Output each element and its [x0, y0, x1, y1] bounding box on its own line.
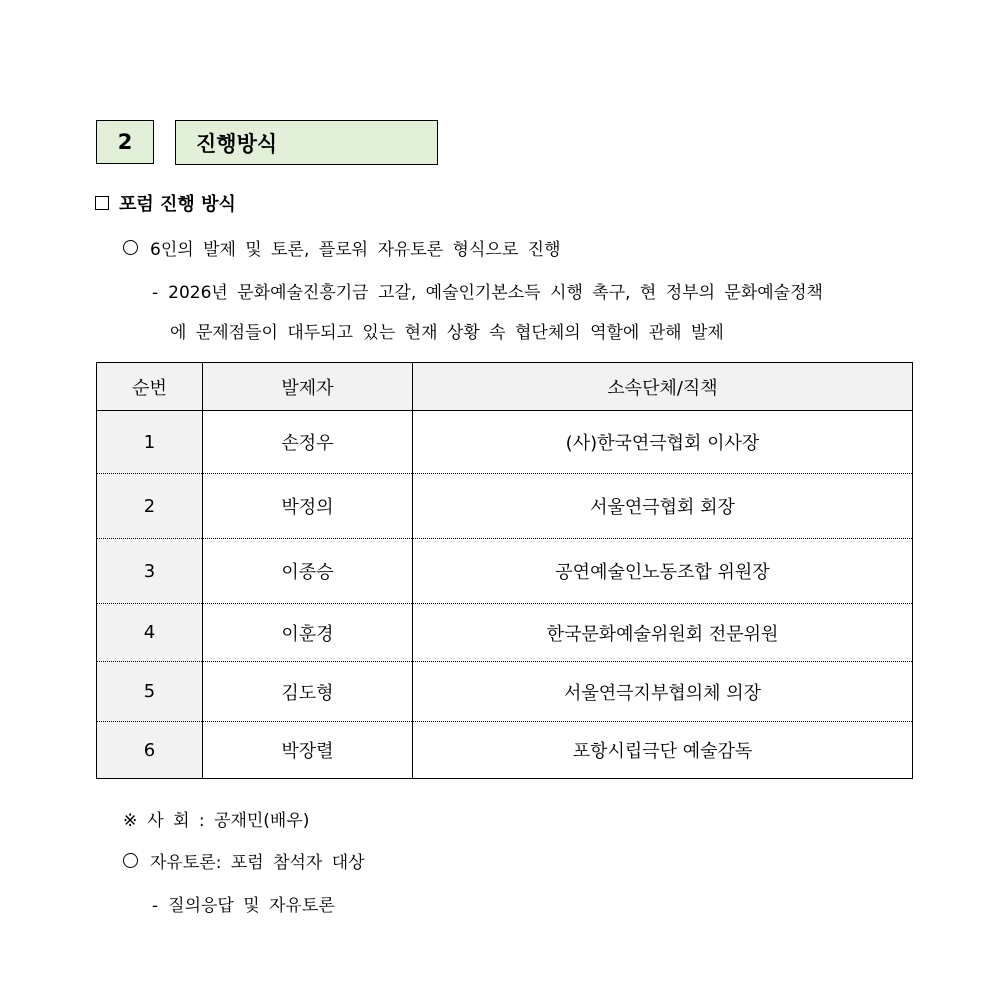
- table-row: [97, 539, 913, 604]
- row-affiliation: 서울연극지부협의체 의장: [413, 662, 913, 722]
- circle-bullet-icon: [123, 853, 138, 868]
- header-affiliation: 소속단체/직책: [413, 363, 913, 411]
- free-discussion-text: 자유토론: 포럼 참석자 대상: [150, 853, 365, 873]
- row-no: 4: [97, 604, 203, 662]
- row-no: 3: [97, 539, 203, 604]
- moderator-line: [123, 806, 309, 831]
- row-speaker: 이훈경: [203, 604, 413, 662]
- row-speaker: 박장렬: [203, 722, 413, 779]
- format-text: 6인의 발제 및 토론, 플로워 자유토론 형식으로 진행: [150, 240, 561, 260]
- subsection-heading-text: 포럼 진행 방식: [119, 194, 236, 215]
- circle-bullet-icon: [123, 240, 138, 255]
- row-affiliation: (사)한국연극협회 이사장: [413, 411, 913, 474]
- checkbox-icon: [95, 196, 109, 210]
- dash-bullet-icon: -: [152, 896, 159, 916]
- subsection-heading: [95, 190, 236, 216]
- row-affiliation: 서울연극협회 회장: [413, 474, 913, 539]
- table-row: [97, 662, 913, 722]
- section-number: 2: [96, 120, 154, 164]
- section-title: 진행방식: [175, 120, 438, 165]
- free-discussion-detail-text: 질의응답 및 자유토론: [168, 896, 335, 916]
- table-header-row: [97, 363, 913, 411]
- row-speaker: 이종승: [203, 539, 413, 604]
- header-speaker: 발제자: [203, 363, 413, 411]
- dash-bullet-icon: -: [152, 283, 159, 303]
- detail-text-line2: 에 문제점들이 대두되고 있는 현재 상황 속 협단체의 역할에 관해 발제: [170, 323, 724, 343]
- table-row: [97, 722, 913, 779]
- format-item: [123, 235, 561, 260]
- detail-item: [152, 278, 823, 303]
- row-speaker: 김도형: [203, 662, 413, 722]
- header-no: 순번: [97, 363, 203, 411]
- table-row: [97, 411, 913, 474]
- row-no: 6: [97, 722, 203, 779]
- detail-text-line1: 2026년 문화예술진흥기금 고갈, 예술인기본소득 시행 촉구, 현 정부의 문화예술정책: [168, 283, 823, 303]
- row-speaker: 박정의: [203, 474, 413, 539]
- row-affiliation: 공연예술인노동조합 위원장: [413, 539, 913, 604]
- row-no: 2: [97, 474, 203, 539]
- free-discussion-item: [123, 848, 365, 873]
- moderator-text: 사 회 : 공재민(배우): [147, 811, 310, 831]
- row-speaker: 손정우: [203, 411, 413, 474]
- reference-mark-icon: ※: [123, 811, 138, 831]
- row-no: 5: [97, 662, 203, 722]
- row-affiliation: 포항시립극단 예술감독: [413, 722, 913, 779]
- table-row: [97, 604, 913, 662]
- speaker-table: [96, 362, 913, 779]
- free-discussion-detail: [152, 891, 335, 916]
- table-row: [97, 474, 913, 539]
- row-no: 1: [97, 411, 203, 474]
- row-affiliation: 한국문화예술위원회 전문위원: [413, 604, 913, 662]
